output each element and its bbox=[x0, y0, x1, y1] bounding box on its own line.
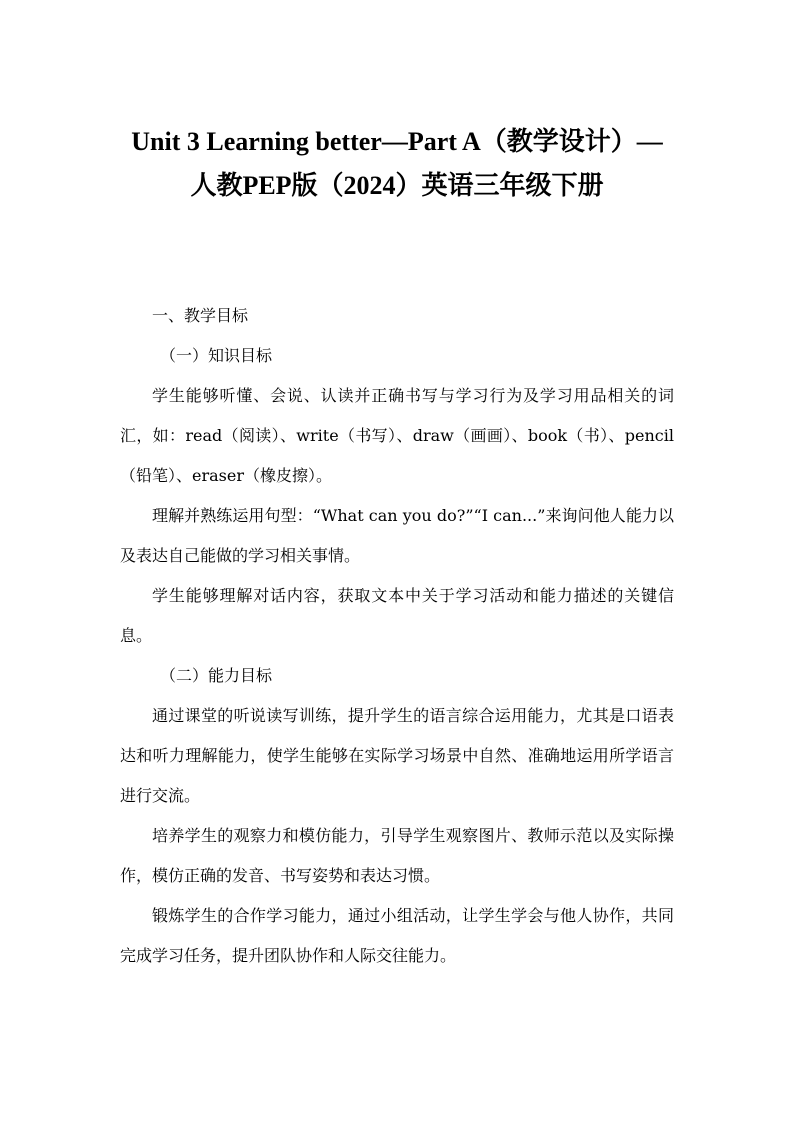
document-title: Unit 3 Learning better—Part A（教学设计）—人教PEP版（2024）英语三年级下册 bbox=[131, 127, 663, 200]
paragraph-language-skills: 通过课堂的听说读写训练，提升学生的语言综合运用能力，尤其是口语表达和听力理解能力，使学生能够在实际学习场景中自然、准确地运用所学语言进行交流。 bbox=[120, 706, 674, 805]
paragraph-observation-imitation: 培养学生的观察力和模仿能力，引导学生观察图片、教师示范以及实际操作，模仿正确的发音、书写姿势和表达习惯。 bbox=[120, 826, 674, 885]
section-heading-teaching-objectives: 一、教学目标 bbox=[152, 306, 249, 325]
paragraph-sentence-patterns: 理解并熟练运用句型：“What can you do?”“I can...”来询问他人能力以及表达自己能做的学习相关事情。 bbox=[120, 506, 674, 565]
document-body bbox=[120, 296, 674, 976]
paragraph-cooperative-learning: 锻炼学生的合作学习能力，通过小组活动，让学生学会与他人协作，共同完成学习任务，提升团队协作和人际交往能力。 bbox=[120, 906, 674, 965]
subsection-heading-knowledge-objectives: （一）知识目标 bbox=[160, 346, 273, 365]
paragraph-dialogue-comprehension: 学生能够理解对话内容，获取文本中关于学习活动和能力描述的关键信息。 bbox=[120, 586, 674, 645]
subsection-heading-ability-objectives: （二）能力目标 bbox=[160, 666, 273, 685]
paragraph-vocabulary: 学生能够听懂、会说、认读并正确书写与学习行为及学习用品相关的词汇，如：read（阅读）、write（书写）、draw（画画）、book（书）、pencil（铅笔）、eraser（橡皮擦）。 bbox=[120, 386, 674, 485]
